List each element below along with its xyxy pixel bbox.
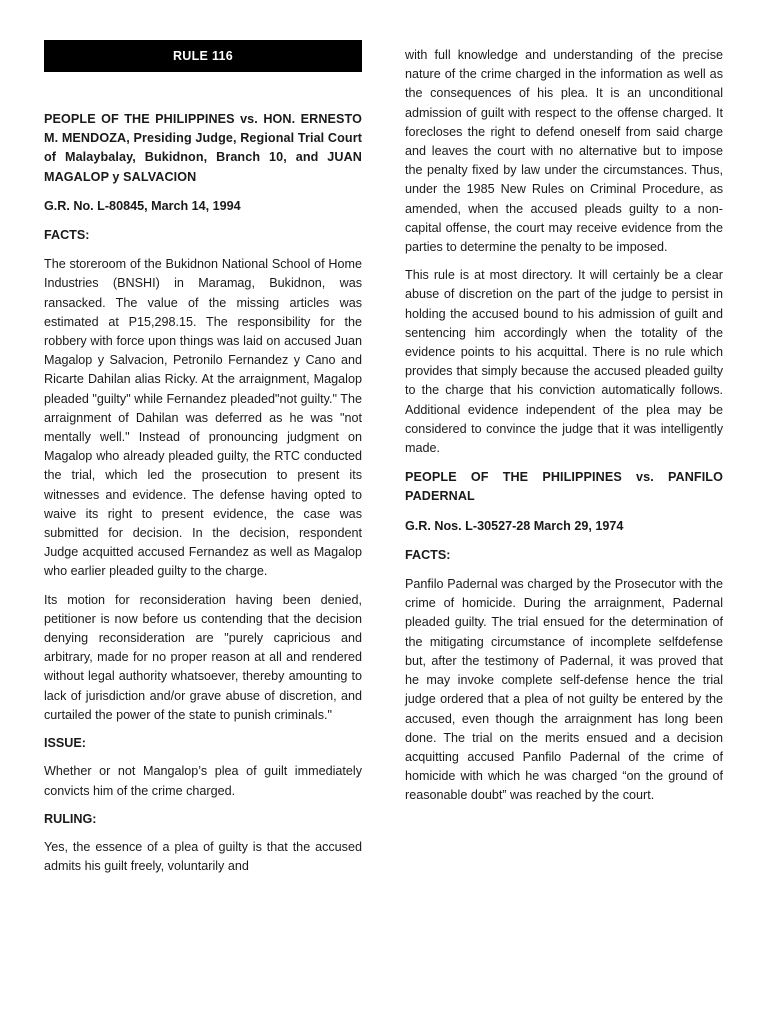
case1-issue-label: ISSUE:	[44, 736, 86, 751]
case1-ruling-paragraph-2: This rule is at most directory. It will certainly be a clear abuse of discretion on the part of the judge to persist in holding the accused bound to his admission of guilt and sentencing him accordingly when the totality of the evidence points to his acquittal. There is no rule which provides that simply because the accused pleaded guilty to the charge that his conviction automatically follows. Additional evidence independent of the plea may be considered to convince the judge that it was intelligently made.	[405, 268, 723, 456]
case1-ruling-paragraph-1-start: Yes, the essence of a plea of guilty is that the accused admits his guilt freely, voluntarily and	[44, 839, 362, 874]
case2-facts-label: FACTS:	[405, 547, 451, 562]
case1-facts-paragraph-1: The storeroom of the Bukidnon National School of Home Industries (BNSHI) in Maramag, Bukidnon, was ransacked. The value of the missing articles was estimated at P15,298.15. The responsibility for the robbery with force upon things was laid on accused Juan Magalop y Salvacion, Petronilo Fernandez y Cano and Ricarte Dahilan alias Ricky. At the arraignment, Magalop pleaded "guilty" while Fernandez pleaded"not guilty." The arraignment of Dahilan was deferred as he was "not mentally well." Instead of pronouncing judgment on Magalop who already pleaded guilty, the RTC conducted the trial, which led the prosecution to present its witnesses and evidence. The defense having opted to waive its right to present evidence, the case was submitted for decision. In the decision, respondent Judge acquitted accused Fernandez as well as Magalop who earlier pleaded guilty to the charge.	[44, 257, 362, 579]
case1-facts-label: FACTS:	[44, 228, 90, 243]
case1-title: PEOPLE OF THE PHILIPPINES vs. HON. ERNESTO M. MENDOZA, Presiding Judge, Regional Trial Court of Malaybalay, Bukidnon, Branch 10, and JUAN MAGALOP y SALVACION	[44, 112, 362, 184]
case1-issue-text: Whether or not Mangalop’s plea of guilt immediately convicts him of the crime charged.	[44, 764, 362, 798]
case1-facts-paragraph-2: Its motion for reconsideration having been denied, petitioner is now before us contending that the decision denying reconsideration are "purely capricious and arbitrary, made for no proper reason at all and rendered without legal authority whatsoever, thereby amounting to lack of jurisdiction and/or grave abuse of discretion, and curtailed the power of the state to punish criminals."	[44, 592, 362, 722]
case2-gr-number: G.R. Nos. L-30527-28 March 29, 1974	[405, 518, 624, 533]
rule-title-banner: RULE 116	[44, 40, 362, 72]
left-column	[44, 40, 362, 876]
case2-facts-paragraph-1: Panfilo Padernal was charged by the Prosecutor with the crime of homicide. During the arraignment, Padernal pleaded guilty. The trial ensued for the determination of the mitigating circumstance of incomplete selfdefense but, after the testimony of Padernal, it was proved that he may invoke complete self-defense hence the trial judge ordered that a plea of not guilty be entered by the accused, even though the arraignment has long been done. The trial on the merits ensued and a decision acquitting accused Panfilo Padernal of the crime of homicide with which he was charged “on the ground of reasonable doubt” was reached by the court.	[405, 577, 723, 803]
case1-ruling-label: RULING:	[44, 811, 97, 826]
case1-gr-number: G.R. No. L-80845, March 14, 1994	[44, 198, 241, 213]
case1-ruling-paragraph-1-continued: with full knowledge and understanding of the precise nature of the crime charged in the information as well as the consequences of his plea. It is an unconditional admission of guilt with respect to the offense charged. It forecloses the right to defend oneself from said charge and leaves the court with no alternative but to impose the penalty fixed by law under the circumstances. Thus, under the 1985 New Rules on Criminal Procedure, as amended, when the accused pleads guilty to a non-capital offense, the court may receive evidence from the parties to determine the penalty to be imposed.	[405, 48, 723, 255]
right-column	[405, 46, 723, 806]
case2-title: PEOPLE OF THE PHILIPPINES vs. PANFILO PADERNAL	[405, 470, 723, 504]
